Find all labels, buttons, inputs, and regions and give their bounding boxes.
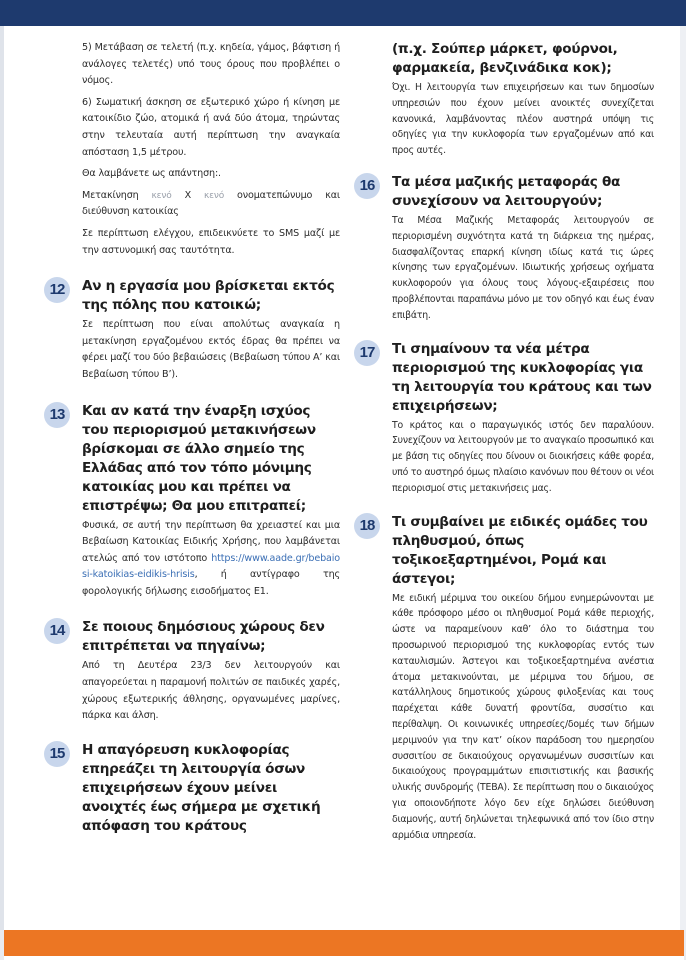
section-number-badge: 16	[354, 173, 380, 199]
faq-section-18	[359, 513, 654, 844]
section-number-badge: 13	[44, 402, 70, 428]
right-column	[359, 40, 654, 848]
answer-text: Φυσικά, σε αυτή την περίπτωση θα χρειαστεί και μια Βεβαίωση Κατοικίας Ειδικής Χρήσης, που λαμβάνεται ατελώς από τον ιστότοπο	[82, 519, 340, 564]
intro-item-5: 5) Μετάβαση σε τελετή (π.χ. κηδεία, γάμος, βάφτιση ή ανάλογες τελετές) υπό τους όρους που προβλέπει ο νόμος.	[82, 42, 340, 87]
faq-question: Σε ποιους δημόσιους χώρους δεν επιτρέπεται να πηγαίνω;	[82, 619, 325, 655]
section-number-badge: 14	[44, 618, 70, 644]
faq-section-17	[359, 340, 654, 497]
section-number-badge: 18	[354, 513, 380, 539]
page-left-edge	[0, 26, 4, 930]
faq-section-15	[49, 741, 340, 836]
faq-answer: Από τη Δευτέρα 23/3 δεν λειτουργούν και απαγορεύεται η παραμονή πολιτών σε παιδικές χαρές, χώρους εξωτερικής άθλησης, οργανωμένες μαρίνες, πάρκα και άλση.	[82, 660, 340, 722]
faq-question: Αν η εργασία μου βρίσκεται εκτός της πόλης που κατοικώ;	[82, 278, 335, 314]
faq-section-13	[49, 402, 340, 601]
reply-intro: Θα λαμβάνετε ως απάντηση:.	[82, 168, 221, 180]
left-column	[49, 40, 340, 838]
faq-section-14	[49, 618, 340, 724]
section-number-badge: 12	[44, 277, 70, 303]
faq-question: Και αν κατά την έναρξη ισχύος του περιορισμού μετακινήσεων βρίσκομαι σε άλλο σημείο της Ελλάδας από τον τόπο μόνιμης κατοικίας μου και πρέπει να επιστρέψω; Θα μου επιτραπεί;	[82, 402, 316, 514]
faq-answer: Τα Μέσα Μαζικής Μεταφοράς λειτουργούν σε περιορισμένη συχνότητα κατά τη διάρκεια της ημέρας, διασφαλίζοντας επαρκή κίνηση ιδίως κατά τις ώρες κίνησης των εργαζομένων. Ιδιωτικής χρήσεως οχήματα κυκλοφορούν για όλους τους λόγους-εξαιρέσεις που προβλέπονται παραπάνω μόνο με τον οδηγό και έως έναν επιβάτη.	[392, 214, 654, 321]
faq-section-12	[49, 277, 340, 383]
faq-question: Τα μέσα μαζικής μεταφοράς θα συνεχίσουν να λειτουργούν;	[392, 173, 621, 209]
footer-band	[4, 930, 684, 956]
faq-question: Τι συμβαίνει με ειδικές ομάδες του πληθυσμού, όπως τοξικοεξαρτημένοι, Ρομά και άστεγοι;	[392, 513, 648, 587]
answer-text: , ή αντίγραφο της φορολογικής δήλωσης εισοδήματος Ε1.	[82, 569, 340, 597]
section-number-badge: 17	[354, 340, 380, 366]
page-right-edge	[680, 26, 686, 930]
sms-check-note: Σε περίπτωση ελέγχου, επιδεικνύετε το SMS μαζί με την αστυνομική σας ταυτότητα.	[82, 227, 340, 256]
section-number-badge: 15	[44, 741, 70, 767]
sms-x: Χ	[184, 189, 192, 201]
faq-answer: Όχι. Η λειτουργία των επιχειρήσεων και των δημοσίων υπηρεσιών που έχουν μείνει ανοικτές συνεχίζεται κανονικά, λαμβάνοντας πλέον αυστηρά υπόψη τις οδηγίες για την κυκλοφορία των εργαζομένων από και προς αυτές.	[392, 82, 654, 157]
faq-answer: Σε περίπτωση που είναι απολύτως αναγκαία η μετακίνηση εργαζομένου εκτός έδρας θα πρέπει να φέρει μαζί του δύο βεβαιώσεις (Βεβαίωση τύπου Α’ και Βεβαίωση τύπου Β’).	[82, 319, 340, 380]
faq-answer	[82, 518, 340, 601]
sms-reply-format	[82, 188, 340, 221]
faq-question: Η απαγόρευση κυκλοφορίας επηρεάζει τη λειτουργία όσων επιχειρήσεων έχουν μείνει ανοιχτές έως σήμερα με σχετική απόφαση του κράτους	[82, 741, 321, 834]
sms-suffix: ονοματεπώνυμο και διεύθυνση κατοικίας	[82, 189, 340, 218]
sms-blank: κενό	[203, 190, 225, 201]
faq-section-16	[359, 173, 654, 324]
header-band	[0, 0, 686, 26]
sms-prefix: Μετακίνηση	[82, 189, 139, 201]
faq-question-continued: (π.χ. Σούπερ μάρκετ, φούρνοι, φαρμακεία, βενζινάδικα κοκ);	[392, 41, 618, 76]
intro-item-6: 6) Σωματική άσκηση σε εξωτερικό χώρο ή κίνηση με κατοικίδιο ζώο, ατομικά ή ανά δύο άτομα, τηρώντας στην τελευταία αυτή περίπτωση την αναγκαία απόσταση 1,5 μέτρου.	[82, 96, 340, 158]
faq-question: Τι σημαίνουν τα νέα μέτρα περιορισμού της κυκλοφορίας για τη λειτουργία του κράτους και των επιχειρήσεων;	[392, 340, 652, 414]
faq-answer: Με ειδική μέριμνα του οικείου δήμου ενημερώνονται με κάθε πρόσφορο μέσο οι πληθυσμοί Ρομά κάθε περιοχής, ώστε να παραμείνουν καθ’ όλο το διάστημα του προσωρινού περιορισμού της κυκλοφορίας εντός των καταυλισμών. Άστεγοι και τοξικοεξαρτημένα ανέστια άτομα μετακινούνται, με μέριμνα του δήμου, σε κατάλληλους δημοτικούς χώρους φιλοξενίας και τους παρέχεται κάθε δυνατή φροντίδα, συσσίτιο και περίθαλψη. Οι κοινωνικές υπηρεσίες/δομές των δήμων μεριμνούν για την κατ’ οίκον παράδοση του ημερησίου συσσιτίου σε δικαιούχους οργανωμένων συσσιτίων και δικαιούχους προγραμμάτων επισιτιστικής και βασικής υλικής συνδρομής (ΤΕΒΑ). Σε περίπτωση που ο δικαιούχος για οποιονδήποτε λόγο δεν είχε δηλώσει διεύθυνση διαμονής, αυτή δηλώνεται τηλεφωνικά από τον ίδιο στην αρμόδια υπηρεσία.	[392, 592, 654, 841]
aade-certificate-link[interactable]: https://www.aade.gr/bebaiosi-katoikias-eidikis-hrisis	[82, 552, 340, 581]
faq-answer: Το κράτος και ο παραγωγικός ιστός δεν παραλύουν. Συνεχίζουν να λειτουργούν με το αναγκαίο προσωπικό και με βάση τις οδηγίες που δίνουν οι διοικήσεις κάθε φορέα, υπό το αυστηρό όμως πλαίσιο κανόνων που θέτουν οι νέοι περιορισμοί στις μετακινήσεις μας.	[392, 419, 654, 494]
sms-blank: κενό	[151, 190, 172, 201]
